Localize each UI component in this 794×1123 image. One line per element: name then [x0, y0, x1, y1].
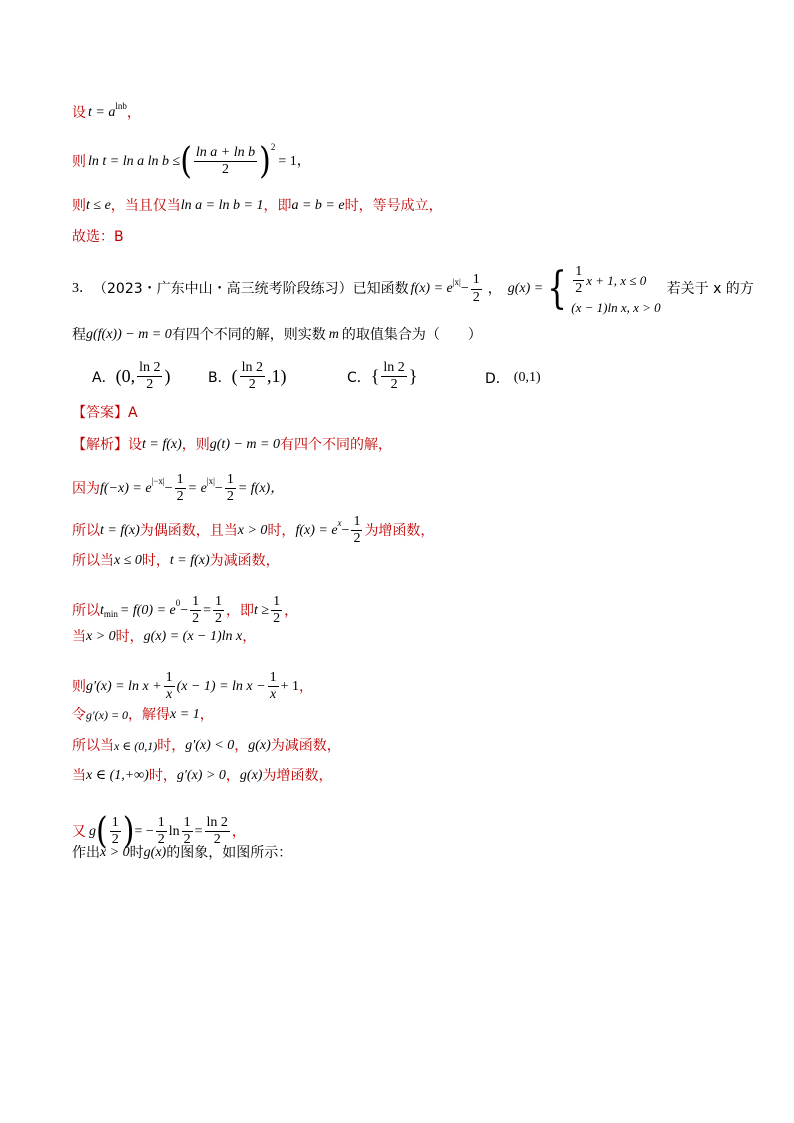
fraction	[225, 472, 236, 505]
numerator: ln 2	[137, 360, 162, 377]
option-text: {	[370, 366, 380, 387]
math: + 1	[280, 678, 299, 694]
denominator: 2	[176, 489, 184, 505]
math: = f(x)，	[237, 480, 285, 496]
subscript: min	[103, 609, 118, 620]
math: =	[203, 602, 212, 618]
analysis-line-10	[72, 769, 332, 783]
math: x ∈ (0,1)	[114, 739, 158, 753]
denominator: x	[166, 687, 173, 703]
case-2: (x − 1)ln x, x > 0	[571, 300, 661, 316]
option-a[interactable]	[92, 360, 170, 393]
math: = 1，	[278, 153, 311, 169]
text: 时，	[141, 553, 170, 569]
text: 为增函数，	[262, 768, 333, 784]
numerator: ln 2	[205, 815, 230, 832]
text: ，即	[226, 602, 255, 619]
math: −	[460, 281, 469, 296]
answer-value: A	[128, 405, 138, 421]
text: 时	[129, 845, 144, 861]
denominator: 2	[111, 832, 119, 848]
numerator: 1	[225, 472, 236, 489]
math: ln a = ln b = 1	[180, 198, 264, 213]
text: 设	[128, 437, 142, 453]
denominator: 2	[390, 377, 398, 393]
analysis-line-5	[72, 594, 298, 627]
option-text: (0,	[115, 366, 136, 387]
math: ln	[168, 823, 180, 839]
solution-line-3	[72, 199, 443, 213]
math: g(x) = (x − 1)ln x	[143, 629, 243, 644]
math: f(x) = e	[410, 281, 453, 296]
math: t	[100, 602, 104, 618]
text: 所以当	[72, 553, 114, 569]
answer-tag: 【答案】	[72, 405, 128, 421]
analysis-tag: 【解析】	[72, 437, 128, 453]
math: t ≤ e	[86, 198, 111, 213]
math: g(x) =	[507, 281, 544, 296]
text: 当	[72, 768, 86, 784]
option-label: A．	[92, 369, 116, 386]
text: ，	[126, 105, 141, 121]
analysis-line-8	[72, 708, 214, 722]
fraction	[190, 594, 201, 627]
fraction	[381, 360, 406, 393]
text: 时，	[267, 522, 296, 539]
math: g(t) − m = 0	[209, 437, 280, 452]
math: t = f(x)	[100, 522, 140, 538]
math: t = a	[88, 105, 116, 120]
math: t = f(x)	[142, 437, 182, 452]
fraction	[156, 815, 167, 848]
superscript: |x|	[452, 276, 461, 287]
math: x ∈ (1,+∞)	[86, 768, 149, 783]
math: g(x)	[239, 768, 263, 783]
math: = −	[134, 823, 154, 839]
math: g(x)	[143, 845, 167, 860]
numerator: 1	[156, 815, 167, 832]
question-3-line-1	[72, 263, 754, 316]
analysis-line-7	[72, 670, 313, 703]
numerator: 1	[213, 594, 224, 611]
math: x ≤ 0	[114, 553, 142, 568]
fraction	[110, 815, 121, 848]
text: 时，	[157, 738, 186, 754]
text: 有四个不同的解，则实数	[171, 327, 326, 343]
denominator: 2	[215, 611, 223, 627]
math: −	[180, 602, 189, 618]
numerator: 1	[271, 594, 282, 611]
superscript: |−x|	[151, 476, 165, 487]
math: x + 1, x ≤ 0	[586, 273, 647, 288]
option-text: }	[408, 366, 418, 387]
math: g	[89, 823, 96, 839]
numerator: 1	[190, 594, 201, 611]
text: 设	[72, 105, 86, 121]
text: 所以当	[72, 738, 114, 754]
math: g′(x) = ln x +	[86, 678, 162, 694]
option-text: (	[231, 366, 238, 387]
denominator: 2	[353, 531, 361, 547]
analysis-line-6	[72, 630, 256, 644]
solution-line-2	[72, 139, 311, 182]
solution-line-1	[72, 100, 141, 121]
math: m	[328, 327, 339, 342]
analysis-line-11	[72, 809, 246, 852]
superscript: |x|	[206, 476, 215, 487]
math: g′(x) = 0	[86, 708, 129, 722]
fraction	[175, 472, 186, 505]
fraction	[205, 815, 230, 848]
math: x > 0	[100, 845, 130, 860]
math: x > 0	[86, 629, 116, 644]
math: −	[341, 522, 350, 538]
fraction	[351, 514, 362, 547]
denominator: 2	[192, 611, 200, 627]
math: = f(0) = e	[119, 602, 176, 618]
analysis-line-2	[72, 472, 284, 505]
superscript: 0	[175, 598, 181, 609]
question-3-line-2	[72, 328, 482, 342]
option-label: B．	[208, 369, 232, 386]
math: ln t = ln a ln b ≤	[88, 153, 181, 169]
question-number: 3．	[72, 281, 93, 296]
case-1	[571, 264, 660, 297]
math: g′(x) > 0	[176, 768, 226, 783]
fraction	[164, 670, 175, 703]
fraction	[194, 145, 257, 178]
text: 若关于 x 的方	[666, 281, 754, 297]
option-label: C．	[347, 369, 371, 386]
option-text: ,1)	[267, 366, 287, 387]
text: 为偶函数，且当	[139, 522, 238, 539]
numerator: 1	[471, 272, 482, 289]
text: ，	[284, 602, 299, 619]
paren-left: (	[180, 139, 192, 182]
math: =	[194, 823, 203, 839]
numerator: 1	[268, 670, 279, 687]
option-c[interactable]	[347, 360, 417, 393]
denominator: 2	[157, 832, 165, 848]
math: a = b = e	[291, 198, 345, 213]
text: 为减函数，	[209, 553, 280, 569]
fraction	[240, 360, 265, 393]
text: 时，	[148, 768, 177, 784]
analysis-line-1	[72, 438, 392, 452]
text: ，	[225, 768, 240, 784]
math: t = f(x)	[169, 553, 210, 568]
final-choice: 故选：B	[72, 229, 124, 245]
fraction	[471, 272, 482, 305]
numerator: 1	[110, 815, 121, 832]
denominator: x	[269, 687, 277, 703]
text: ，	[299, 678, 313, 695]
text: 所以	[72, 522, 100, 539]
math: g(x)	[248, 738, 271, 753]
fraction	[182, 815, 193, 848]
option-b[interactable]	[208, 360, 287, 393]
text: 时，	[115, 629, 144, 645]
brace: {	[547, 263, 568, 314]
option-text: (0,1)	[513, 370, 541, 385]
analysis-line-3	[72, 514, 434, 547]
math: = e	[187, 480, 207, 496]
paren-right: )	[259, 139, 271, 182]
denominator: 2	[273, 611, 281, 627]
text: ，	[231, 823, 246, 840]
text: ，则	[181, 437, 210, 453]
numerator: 1	[573, 264, 584, 281]
fraction	[573, 264, 584, 297]
math: −	[164, 480, 173, 496]
text: ，即	[263, 198, 292, 214]
superscript: 2	[270, 142, 276, 153]
text: 时，等号成立，	[344, 198, 443, 214]
text: 又	[72, 823, 86, 840]
analysis-line-12	[72, 846, 292, 860]
math: f(x) = e	[295, 522, 338, 538]
math: x = 1	[170, 707, 200, 722]
text: 为减函数，	[270, 738, 341, 754]
text: 有四个不同的解，	[279, 437, 392, 453]
numerator: 1	[351, 514, 362, 531]
piecewise-cases	[571, 264, 660, 314]
text: 因为	[72, 480, 100, 497]
numerator: 1	[182, 815, 193, 832]
answer-line	[72, 406, 138, 420]
denominator: 2	[183, 832, 191, 848]
paren-right: )	[122, 809, 135, 852]
text: 所以	[72, 602, 100, 619]
numerator: ln a + ln b	[194, 145, 257, 162]
analysis-line-4	[72, 554, 280, 568]
denominator: 2	[575, 281, 583, 296]
paren-left: (	[96, 809, 108, 852]
text: 令	[72, 707, 86, 723]
text: ，当且仅当	[110, 198, 181, 214]
option-label: D．	[485, 371, 510, 387]
denominator: 2	[222, 162, 230, 178]
superscript: lnb	[115, 100, 127, 111]
denominator: 2	[248, 377, 256, 393]
text: 当	[72, 629, 86, 645]
text: ，	[487, 281, 502, 297]
text: 作出	[72, 845, 100, 861]
denominator: 2	[146, 377, 154, 393]
denominator: 2	[472, 289, 480, 305]
denominator: 2	[226, 489, 234, 505]
text: 则	[72, 678, 86, 695]
math: −	[214, 480, 223, 496]
fraction	[137, 360, 162, 393]
numerator: 1	[164, 670, 175, 687]
text: ，	[199, 707, 214, 723]
text: 则	[72, 153, 86, 170]
fraction	[213, 594, 224, 627]
numerator: ln 2	[240, 360, 265, 377]
fraction	[268, 670, 279, 703]
text: 则	[72, 198, 86, 214]
option-text: )	[164, 366, 171, 387]
question-source: （2023・广东中山・高三统考阶段练习）已知函数	[93, 281, 409, 297]
text: 程	[72, 327, 86, 343]
analysis-line-9	[72, 739, 341, 753]
math: x > 0	[237, 522, 268, 538]
denominator: 2	[213, 832, 221, 848]
math: t ≥	[254, 602, 270, 618]
fraction	[271, 594, 282, 627]
math: f(−x) = e	[100, 480, 152, 496]
text: ，解得	[128, 707, 171, 723]
text: ，	[242, 629, 257, 645]
text: 的取值集合为（ ）	[341, 327, 482, 343]
numerator: ln 2	[381, 360, 406, 377]
text: ，	[234, 738, 249, 754]
math: g′(x) < 0	[185, 738, 235, 753]
option-d[interactable]	[485, 368, 541, 388]
solution-line-4	[72, 230, 124, 244]
math: g(f(x)) − m = 0	[86, 327, 172, 342]
text: 为增函数，	[364, 522, 435, 539]
text: 的图象，如图所示：	[166, 845, 293, 861]
math: (x − 1) = ln x −	[176, 678, 266, 694]
superscript: x	[337, 518, 342, 529]
numerator: 1	[175, 472, 186, 489]
